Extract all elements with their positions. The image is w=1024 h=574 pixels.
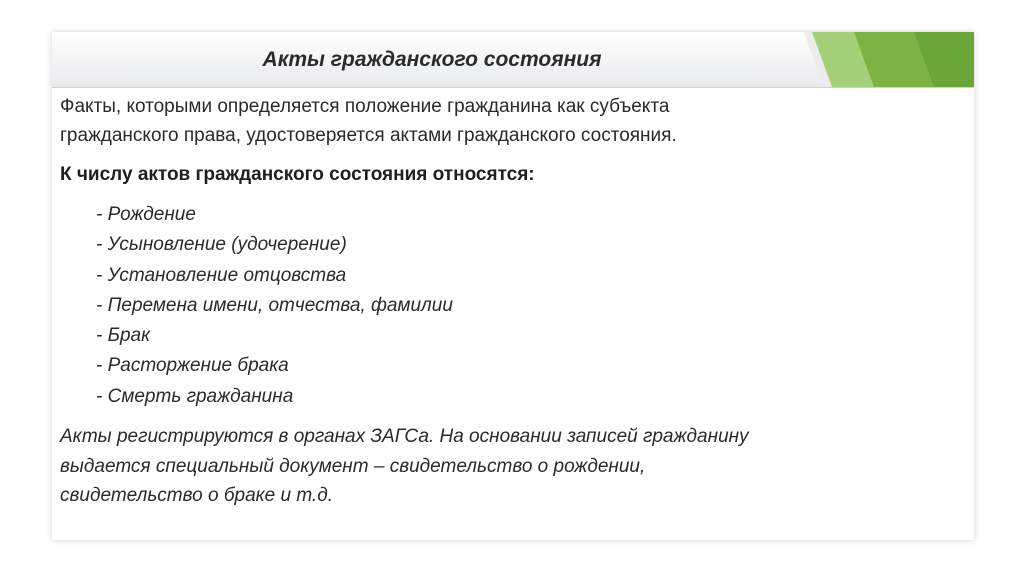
list-item: - Перемена имени, отчества, фамилии	[96, 294, 453, 316]
intro-line-2: гражданского права, удостоверяется актами гражданского состояния.	[60, 125, 677, 146]
intro-line-1: Факты, которыми определяется положение гражданина как субъекта	[60, 96, 670, 117]
list-item: - Установление отцовства	[96, 264, 347, 286]
list-item: - Рождение	[96, 204, 196, 225]
note-line-1: Акты регистрируются в органах ЗАГСа. На основании записей гражданину	[60, 426, 749, 448]
slide-content	[60, 92, 960, 511]
acts-subheading: К числу актов гражданского состояния относятся:	[60, 164, 535, 185]
registration-note	[60, 422, 960, 511]
slide	[52, 32, 974, 540]
list-item: - Усыновление (удочерение)	[96, 234, 347, 256]
slide-title: Акты гражданского состояния	[262, 48, 602, 71]
list-item: - Смерть гражданина	[96, 385, 294, 407]
note-line-3: свидетельство о браке и т.д.	[60, 485, 333, 507]
list-item: - Расторжение брака	[96, 355, 289, 377]
acts-list	[96, 200, 960, 412]
note-line-2: выдается специальный документ – свидетельство о рождении,	[60, 455, 646, 477]
title-bar	[52, 32, 974, 88]
green-accent-shape	[804, 32, 974, 87]
list-item: - Брак	[96, 325, 151, 347]
intro-paragraph	[60, 92, 960, 150]
